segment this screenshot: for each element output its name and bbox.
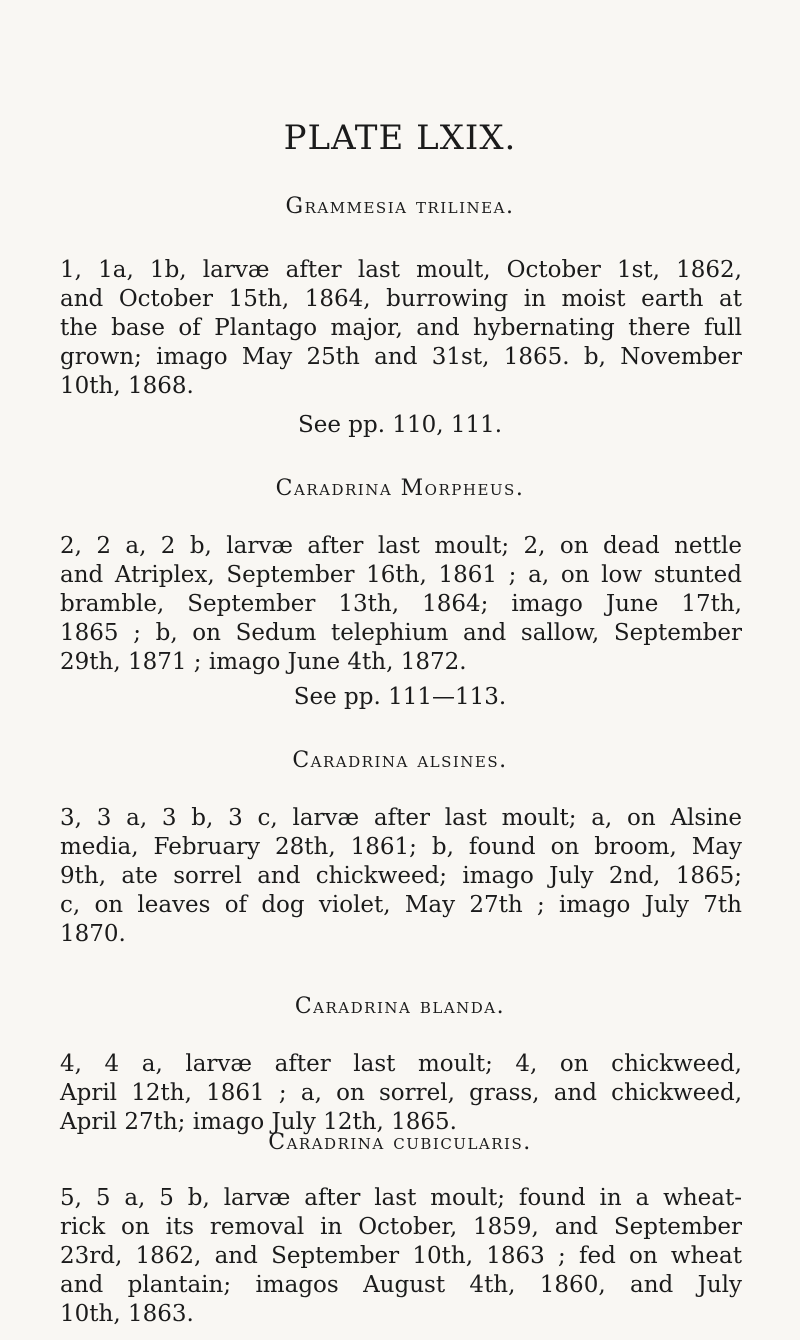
section-text-caradrina-cubicularis (60, 1184, 742, 1329)
plate-title: PLATE LXIX. (283, 118, 517, 158)
text-line: 1870. (60, 921, 126, 947)
section-heading-caradrina-cubicularis: Caradrina cubicularis. (268, 1130, 532, 1155)
section-text-caradrina-alsines (60, 804, 742, 949)
text-line: 3, 3 a, 3 b, 3 c, larvæ after last moult; a, on Alsine (60, 805, 742, 831)
text-line: 1865 ; b, on Sedum telephium and sallow, September (60, 620, 742, 646)
text-line: c, on leaves of dog violet, May 27th ; imago July 7th (60, 892, 742, 918)
text-line: 1, 1a, 1b, larvæ after last moult, October 1st, 1862, (60, 257, 742, 283)
section-heading-caradrina-blanda: Caradrina blanda. (294, 994, 506, 1019)
text-line: 23rd, 1862, and September 10th, 1863 ; fed on wheat (60, 1243, 742, 1269)
section-text-grammesia-trilinea (60, 256, 742, 401)
text-line: 2, 2 a, 2 b, larvæ after last moult; 2, on dead nettle (60, 533, 742, 559)
text-line: April 27th; imago July 12th, 1865. (60, 1109, 457, 1135)
text-line: the base of Plantago major, and hybernating there full (60, 315, 742, 341)
text-line: media, February 28th, 1861; b, found on broom, May (60, 834, 742, 860)
section-text-caradrina-blanda (60, 1050, 742, 1137)
text-line: 4, 4 a, larvæ after last moult; 4, on chickweed, (60, 1051, 742, 1077)
text-line: 29th, 1871 ; imago June 4th, 1872. (60, 649, 467, 675)
text-line: 5, 5 a, 5 b, larvæ after last moult; found in a wheat- (60, 1185, 742, 1211)
section-heading-grammesia-trilinea: Grammesia trilinea. (285, 194, 515, 219)
section-text-caradrina-morpheus (60, 532, 742, 677)
text-line: 9th, ate sorrel and chickweed; imago July 2nd, 1865; (60, 863, 742, 889)
text-line: and October 15th, 1864, burrowing in moist earth at (60, 286, 742, 312)
see-reference: See pp. 110, 111. (297, 412, 503, 438)
see-reference: See pp. 111—113. (293, 684, 507, 710)
text-line: 10th, 1863. (60, 1301, 194, 1327)
text-line: and plantain; imagos August 4th, 1860, and July (60, 1272, 742, 1298)
text-line: and Atriplex, September 16th, 1861 ; a, on low stunted (60, 562, 742, 588)
text-line: grown; imago May 25th and 31st, 1865. b, November (60, 344, 742, 370)
text-line: April 12th, 1861 ; a, on sorrel, grass, and chickweed, (60, 1080, 742, 1106)
text-line: bramble, September 13th, 1864; imago June 17th, (60, 591, 742, 617)
section-heading-caradrina-morpheus: Caradrina Morpheus. (275, 476, 525, 501)
text-line: 10th, 1868. (60, 373, 194, 399)
section-heading-caradrina-alsines: Caradrina alsines. (292, 748, 508, 773)
text-line: rick on its removal in October, 1859, and September (60, 1214, 742, 1240)
